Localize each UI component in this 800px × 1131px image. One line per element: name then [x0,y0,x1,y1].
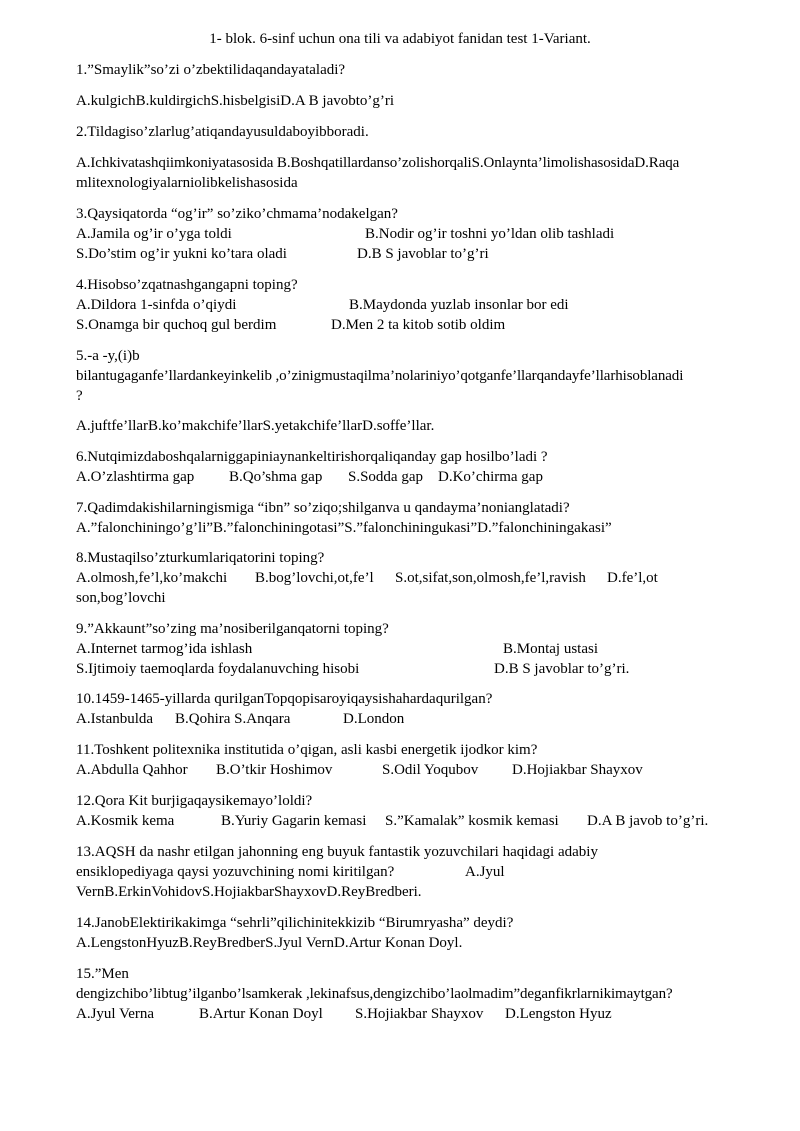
question-4-option-a: A.Dildora 1-sinfda o’qiydi [76,297,237,313]
question-3: 3.Qaysiqatorda “og’ir” so’ziko’chmama’nodakelgan? [76,206,398,222]
question-4: 4.Hisobso’zqatnashgangapni toping? [76,277,298,293]
question-15-option-d: D.Lengston Hyuz [505,1006,612,1022]
question-2: 2.Tildagiso’zlarlug’atiqandayusuldaboyibboradi. [76,124,369,140]
question-11: 11.Toshkent politexnika institutida o’qigan, asli kasbi energetik ijodkor kim? [76,742,538,758]
question-10: 10.1459-1465-yillarda qurilganTopqopisaroyiqaysishahardaqurilgan? [76,691,493,707]
question-3-option-b: B.Nodir og’ir toshni yo’ldan olib tashladi [365,226,615,242]
question-6: 6.Nutqimizdaboshqalarniggapiniaynankeltirishorqaliqanday gap hosilbo’ladi ? [76,449,548,465]
question-8-option-s: S.ot,sifat,son,olmosh,fe’l,ravish [395,570,586,586]
question-6-option-d: D.Ko’chirma gap [438,469,543,485]
question-2-options: A.Ichkivatashqiimkoniyatasosida B.Boshqatillardanso’zolishorqaliS.Onlaynta’limolishasosidaD.Raqa [76,155,680,171]
question-11-option-a: A.Abdulla Qahhor [76,762,188,778]
question-12-option-d: D.A B javob to’g’ri. [587,813,709,829]
question-3-option-d: D.B S javoblar to’g’ri [357,246,489,262]
question-11-option-d: D.Hojiakbar Shayxov [512,762,643,778]
question-13-option-a: A.Jyul [465,864,505,880]
question-8-option-d-cont: son,bog’lovchi [76,590,166,606]
question-10-option-a: A.Istanbulda [76,711,154,727]
question-7-options: A.”falonchiningo’g’li”B.”falonchiningotasi”S.”falonchiningukasi”D.”falonchiningakasi” [76,520,612,536]
question-9-option-b: B.Montaj ustasi [503,641,599,657]
question-4-option-b: B.Maydonda yuzlab insonlar bor edi [349,297,569,313]
question-13-cont: ensiklopediyaga qaysi yozuvchining nomi kiritilgan? [76,864,395,880]
question-5: 5.-a -y,(i)b [76,348,140,364]
question-8-option-a: A.olmosh,fe’l,ko’makchi [76,570,228,586]
question-15-option-b: B.Artur Konan Doyl [199,1006,323,1022]
question-9-option-s: S.Ijtimoiy taemoqlarda foydalanuvching hisobi [76,661,360,677]
question-12-option-a: A.Kosmik kema [76,813,175,829]
question-8: 8.Mustaqilso’zturkumlariqatorini toping? [76,550,325,566]
question-12-option-b: B.Yuriy Gagarin kemasi [221,813,367,829]
question-14: 14.JanobElektirikakimga “sehrli”qilichinitekkizib “Birumryasha” deydi? [76,915,514,931]
page-title: 1- blok. 6-sinf uchun ona tili va adabiyot fanidan test 1-Variant. [209,31,591,47]
question-5-options: A.juftfe’llarB.ko’makchife’llarS.yetakchife’llarD.soffe’llar. [76,418,435,434]
question-3-option-s: S.Do’stim og’ir yukni ko’tara oladi [76,246,287,262]
question-12: 12.Qora Kit burjigaqaysikemayo’loldi? [76,793,313,809]
question-7: 7.Qadimdakishilarningismiga “ibn” so’ziqo;shilganva u qandayma’nonianglatadi? [76,500,570,516]
question-3-option-a: A.Jamila og’ir o’yga toldi [76,226,232,242]
question-2-options-cont: mlitexnologiyalarniolibkelishasosida [76,175,298,191]
question-4-option-s: S.Onamga bir quchoq gul berdim [76,317,277,333]
question-6-option-b: B.Qo’shma gap [229,469,323,485]
question-4-option-d: D.Men 2 ta kitob sotib oldim [331,317,506,333]
question-13: 13.AQSH da nashr etilgan jahonning eng buyuk fantastik yozuvchilari haqidagi adabiy [76,844,598,860]
question-8-option-d: D.fe’l,ot [607,570,658,586]
question-6-option-s: S.Sodda gap [348,469,423,485]
question-11-option-s: S.Odil Yoqubov [382,762,479,778]
question-10-option-d: D.London [343,711,405,727]
question-15-cont: dengizchibo’libtug’ilganbo’lsamkerak ,lekinafsus,dengizchibo’laolmadim”deganfikrlarnikimaytgan? [76,986,673,1002]
question-9-option-d: D.B S javoblar to’g’ri. [494,661,630,677]
question-6-option-a: A.O’zlashtirma gap [76,469,195,485]
question-9-option-a: A.Internet tarmog’ida ishlash [76,641,253,657]
question-13-options: VernB.ErkinVohidovS.HojiakbarShayxovD.ReyBredberi. [76,884,422,900]
question-9: 9.”Akkaunt”so’zing ma’nosiberilganqatorni toping? [76,621,389,637]
question-10-option-b: B.Qohira S.Anqara [175,711,291,727]
question-1: 1.”Smaylik”so’zi o’zbektilidaqandayataladi? [76,62,346,78]
question-5-cont: bilantugaganfe’llardankeyinkelib ,o’zinigmustaqilma’nolariniyo’qotganfe’llarqandayfe’llarhisoblanadi [76,368,684,384]
question-12-option-s: S.”Kamalak” kosmik kemasi [385,813,559,829]
question-14-options: A.LengstonHyuzB.ReyBredberS.Jyul VernD.Artur Konan Doyl. [76,935,463,951]
question-15-option-a: A.Jyul Verna [76,1006,155,1022]
question-11-option-b: B.O’tkir Hoshimov [216,762,333,778]
question-8-option-b: B.bog’lovchi,ot,fe’l [255,570,374,586]
question-15-option-s: S.Hojiakbar Shayxov [355,1006,484,1022]
question-1-options: A.kulgichB.kuldirgichS.hisbelgisiD.A B javobto’g’ri [76,93,395,109]
question-5-cont-mark: ? [76,388,83,404]
question-15: 15.”Men [76,966,129,982]
